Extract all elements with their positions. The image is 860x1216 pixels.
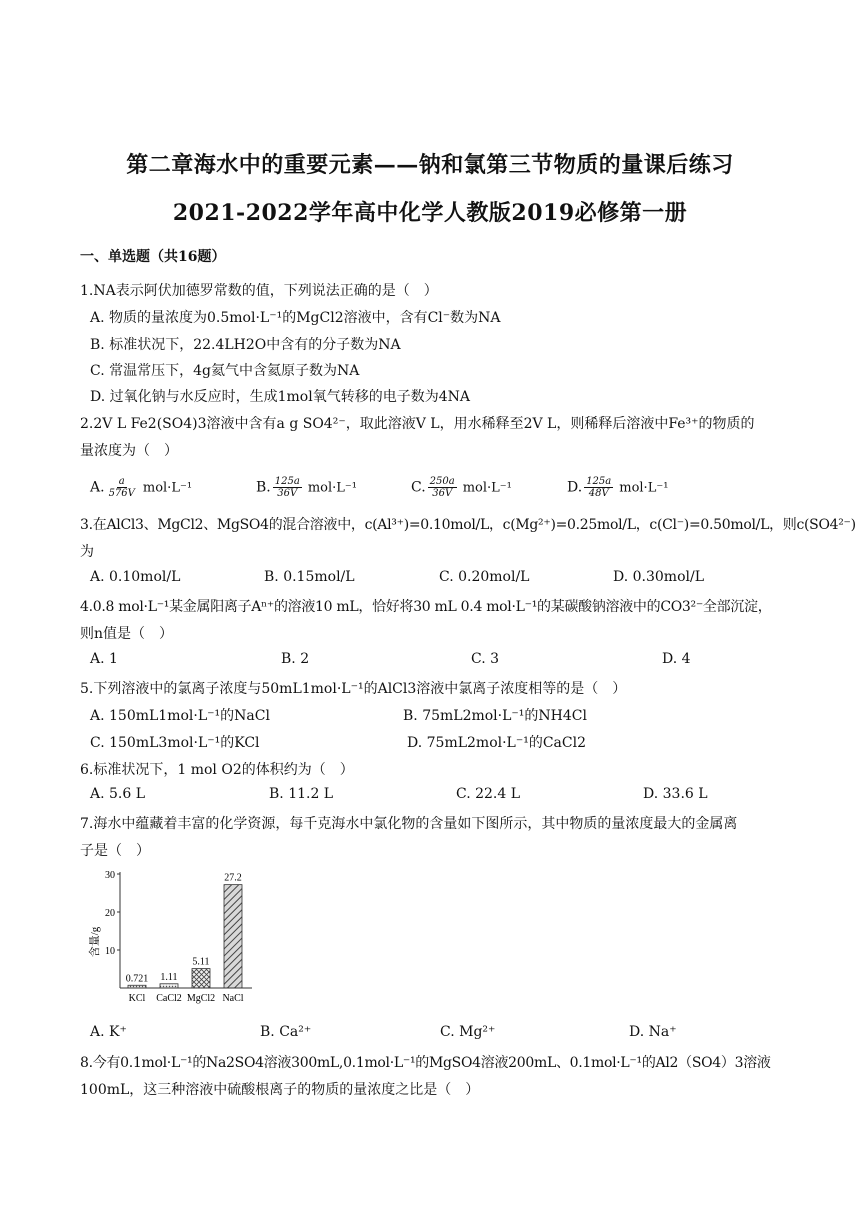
q1-stem: 1.NA表示阿伏加德罗常数的值，下列说法正确的是（ ） [80, 283, 438, 299]
q3-stem-line2: 为 [80, 544, 94, 560]
q2-option-b-unit: mol·L⁻¹ [307, 480, 357, 496]
q4-option-c: C. 3 [471, 651, 500, 667]
chart-value-label: 0.721 [125, 973, 149, 985]
document-title-line2: 2021-2022学年高中化学人教版2019必修第一册 [172, 200, 688, 226]
q2-option-c-fraction [428, 476, 457, 499]
seawater-chloride-chart [84, 862, 254, 1004]
q2-option-a-fraction [107, 476, 137, 499]
q2-option-d [567, 476, 668, 499]
q5-option-b: B. 75mL2mol·L⁻¹的NH4Cl [403, 708, 587, 724]
q7-option-c: C. Mg²⁺ [440, 1024, 496, 1040]
section-heading: 一、单选题（共16题） [80, 249, 226, 265]
chart-bar-cacl2 [160, 984, 178, 988]
q1-option-c: C. 常温常压下，4g氦气中含氦原子数为NA [90, 363, 360, 379]
q7-option-b: B. Ca²⁺ [260, 1024, 312, 1040]
q2-option-b-label: B. [256, 479, 271, 496]
q5-option-d: D. 75mL2mol·L⁻¹的CaCl2 [407, 735, 587, 751]
q2-option-d-unit: mol·L⁻¹ [619, 480, 669, 496]
q2-option-d-denominator: 48V [588, 488, 609, 499]
q2-option-a-unit: mol·L⁻¹ [142, 480, 193, 496]
q7-option-d: D. Na⁺ [629, 1024, 677, 1040]
q2-option-b [256, 476, 357, 499]
q4-option-b: B. 2 [281, 651, 310, 667]
q4-option-d: D. 4 [662, 651, 691, 667]
q4-option-a: A. 1 [90, 651, 118, 667]
q7-stem-line1: 7.海水中蕴藏着丰富的化学资源，每千克海水中氯化物的含量如下图所示，其中物质的量浓度最大的金属离 [80, 816, 738, 832]
q2-option-c-denominator: 36V [432, 488, 453, 499]
q4-stem-line2: 则n值是（ ） [80, 626, 174, 642]
q7-stem-line2: 子是（ ） [80, 843, 150, 859]
q8-stem-line2: 100mL，这三种溶液中硫酸根离子的物质的量浓度之比是（ ） [80, 1082, 480, 1098]
q2-option-a [90, 476, 192, 499]
q4-stem-line1: 4.0.8 mol·L⁻¹某金属阳离子Aⁿ⁺的溶液10 mL，恰好将30 mL 0.4 mol·L⁻¹的某碳酸钠溶液中的CO3²⁻全部沉淀， [80, 599, 772, 615]
q3-stem-line1: 3.在AlCl3、MgCl2、MgSO4的混合溶液中，c(Al³⁺)=0.10mol/L，c(Mg²⁺)=0.25mol/L，c(Cl⁻)=0.50mol/L，则c(SO4²⁻) [80, 517, 856, 533]
q2-option-c-label: C. [411, 479, 426, 496]
q2-option-c-numerator: 250a [429, 476, 455, 487]
chart-ytick-label: 10 [105, 946, 115, 957]
q2-option-a-label: A. [90, 479, 105, 496]
document-title-line1: 第二章海水中的重要元素——钠和氯第三节物质的量课后练习 [126, 152, 734, 178]
chart-ytick-label: 20 [105, 908, 115, 919]
q6-option-a: A. 5.6 L [90, 786, 146, 802]
chart-ylabel: 含量/g [89, 926, 101, 958]
chart-category-label: KCl [128, 993, 146, 1004]
q2-stem-line2: 量浓度为（ ） [80, 443, 178, 459]
q2-option-d-label: D. [567, 479, 583, 496]
q3-option-a: A. 0.10mol/L [90, 569, 181, 585]
chart-category-label: CaCl2 [156, 993, 182, 1004]
q5-option-a: A. 150mL1mol·L⁻¹的NaCl [90, 708, 270, 724]
chart-value-label: 5.11 [192, 956, 210, 968]
chart-category-label: MgCl2 [186, 993, 216, 1004]
q1-option-b: B. 标准状况下，22.4LH2O中含有的分子数为NA [90, 337, 401, 353]
q5-stem: 5.下列溶液中的氯离子浓度与50mL1mol·L⁻¹的AlCl3溶液中氯离子浓度相等的是（ ） [80, 681, 627, 697]
q6-option-b: B. 11.2 L [269, 786, 334, 802]
q6-option-d: D. 33.6 L [643, 786, 708, 802]
chart-bar-nacl [224, 885, 242, 988]
q7-option-a: A. K⁺ [90, 1024, 127, 1040]
q3-option-c: C. 0.20mol/L [439, 569, 530, 585]
chart-ytick-label: 30 [105, 870, 115, 881]
q2-option-c-unit: mol·L⁻¹ [462, 480, 512, 496]
chart-value-label: 1.11 [160, 971, 178, 983]
q3-option-b: B. 0.15mol/L [264, 569, 355, 585]
chart-category-label: NaCl [222, 993, 244, 1004]
q2-option-d-numerator: 125a [586, 476, 612, 487]
q1-option-d: D. 过氧化钠与水反应时，生成1mol氧气转移的电子数为4NA [90, 389, 470, 405]
chart-bar-mgcl2 [192, 969, 210, 988]
q8-stem-line1: 8.今有0.1mol·L⁻¹的Na2SO4溶液300mL,0.1mol·L⁻¹的MgSO4溶液200mL、0.1mol·L⁻¹的Al2（SO4）3溶液 [80, 1055, 771, 1071]
q2-option-b-fraction [273, 476, 302, 499]
q6-stem: 6.标准状况下，1 mol O2的体积约为（ ） [80, 762, 354, 778]
q2-option-a-numerator: a [118, 476, 125, 487]
q2-stem-line1: 2.2V L Fe2(SO4)3溶液中含有a g SO4²⁻，取此溶液V L，用水稀释至2V L，则稀释后溶液中Fe³⁺的物质的 [80, 416, 755, 432]
q2-option-a-denominator: 576V [108, 488, 135, 499]
q2-option-d-fraction [584, 476, 613, 499]
q5-option-c: C. 150mL3mol·L⁻¹的KCl [90, 735, 260, 751]
q2-option-b-denominator: 36V [277, 488, 298, 499]
q2-option-b-numerator: 125a [274, 476, 300, 487]
q3-option-d: D. 0.30mol/L [613, 569, 704, 585]
chart-value-label: 27.2 [224, 872, 242, 884]
q1-option-a: A. 物质的量浓度为0.5mol·L⁻¹的MgCl2溶液中，含有Cl⁻数为NA [90, 310, 501, 326]
q2-option-c [411, 476, 512, 499]
q6-option-c: C. 22.4 L [456, 786, 521, 802]
